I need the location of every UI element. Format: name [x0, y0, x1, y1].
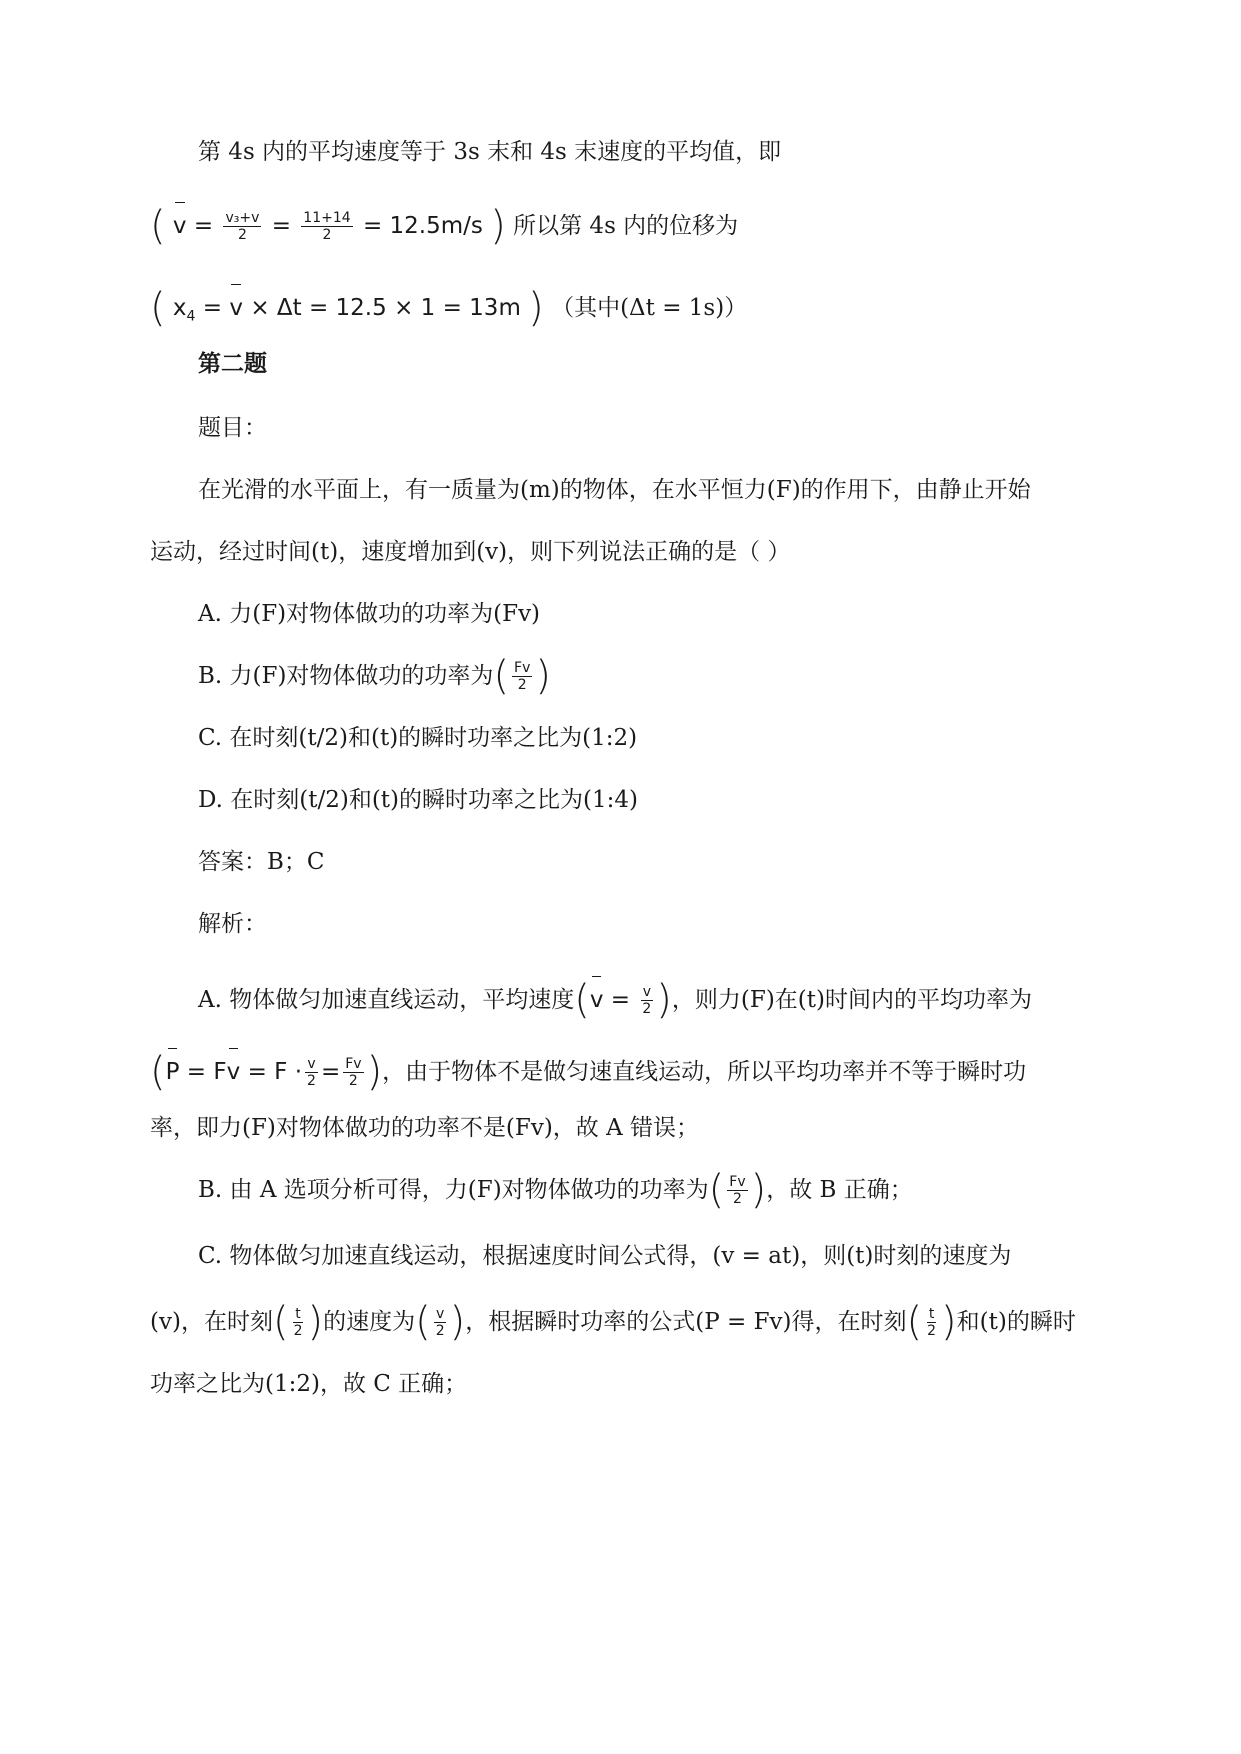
- delta-t-note: （其中(Δt = 1s)）: [551, 295, 748, 321]
- option-a: A. 力(F)对物体做功的功率为(Fv): [198, 601, 541, 627]
- analysis-c-line-2: (v)，在时刻( $\frac{t}{2}$ )的速度为( $\frac{v}{2}$ )，根据瞬时功率的公式(P = Fv)得，在时刻( $\frac{t}{2}$ )和(t)的瞬时: [150, 1299, 1076, 1345]
- question-text-1: 在光滑的水平面上，有一质量为(m)的物体，在水平恒力(F)的作用下，由静止开始: [198, 477, 1031, 503]
- answer: 答案：B；C: [198, 849, 325, 875]
- fraction-v-over-2: $\frac{v}{2}$: [642, 984, 652, 1017]
- analysis-a-line-2: (P = Fv = F · $\frac{v}{2}$ = $\frac{Fv}{2}$ )，由于物体不是做匀速直线运动，所以平均功率并不等于瞬时功: [150, 1046, 1026, 1092]
- section-heading: 第二题: [198, 350, 267, 377]
- analysis-c-line-3: 功率之比为(1:2)，故 C 正确；: [150, 1371, 468, 1397]
- option-c: C. 在时刻(t/2)和(t)的瞬时功率之比为(1:2): [198, 725, 638, 751]
- formula-average-velocity: [150, 200, 739, 249]
- formula-displacement: ( $x_4 = v \times \Delta t = 12.5 \times 1 = 13m$ ) （其中(Δt = 1s)）: [150, 282, 747, 337]
- fraction-fv-over-2: $\frac{Fv}{2}$: [514, 660, 531, 693]
- paragraph-average-velocity: 第 4s 内的平均速度等于 3s 末和 4s 末速度的平均值，即: [198, 139, 782, 165]
- option-d: D. 在时刻(t/2)和(t)的瞬时功率之比为(1:4): [198, 787, 638, 813]
- analysis-a-line-3: 率，即力(F)对物体做功的功率不是(Fv)，故 A 错误；: [150, 1115, 700, 1141]
- analysis-a-line-1: A. 物体做匀加速直线运动，平均速度(v = $\frac{v}{2}$ )，则力(F)在(t)时间内的平均功率为: [198, 974, 1032, 1020]
- fraction-v3-v: $\frac{\text{v₃+v}}{2}$: [225, 210, 260, 243]
- formula-v-bar: ( v = $\frac{\text{v₃+v}}{2}$ = $\frac{11+14}{2}$ = 12.5m/s ): [150, 213, 513, 239]
- v-bar-symbol: v: [229, 282, 243, 328]
- fraction-11-14: $\frac{11+14}{2}$: [303, 210, 351, 243]
- analysis-label: 解析：: [198, 911, 267, 937]
- v-bar-symbol: v: [173, 200, 187, 246]
- analysis-b-line: B. 由 A 选项分析可得，力(F)对物体做功的功率为( $\frac{Fv}{2}$ )，故 B 正确；: [198, 1167, 913, 1213]
- analysis-c-line-1: C. 物体做匀加速直线运动，根据速度时间公式得，(v = at)，则(t)时刻的速度为: [198, 1243, 1012, 1269]
- displacement-intro: 所以第 4s 内的位移为: [513, 213, 739, 239]
- option-b: B. 力(F)对物体做功的功率为( $\frac{Fv}{2}$ ): [198, 653, 551, 699]
- question-label: 题目：: [198, 415, 267, 441]
- question-text-2: 运动，经过时间(t)，速度增加到(v)，则下列说法正确的是（ ）: [150, 539, 791, 565]
